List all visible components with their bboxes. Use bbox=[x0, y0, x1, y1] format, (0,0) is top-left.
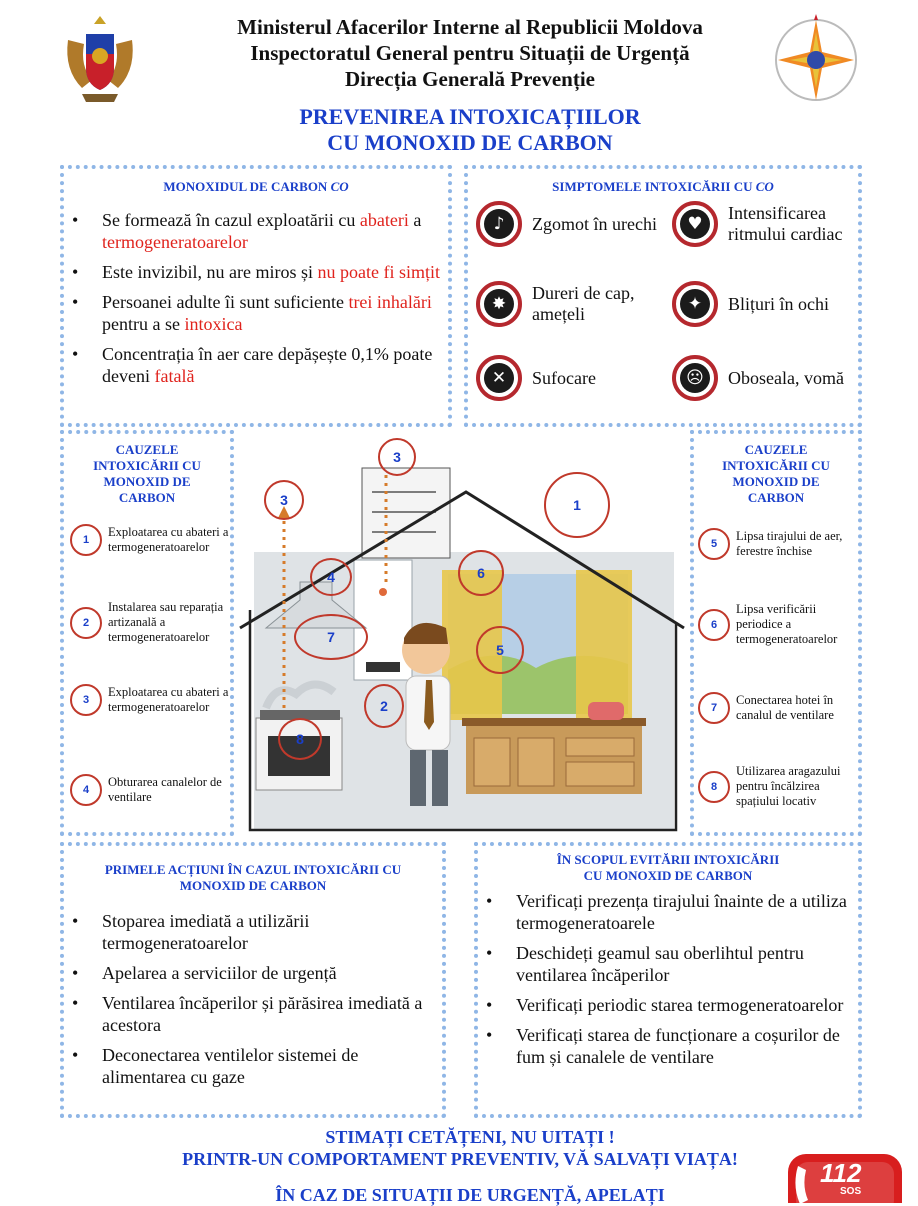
header-line-ministry: Ministerul Afacerilor Interne al Republicii Moldova bbox=[237, 15, 703, 39]
cause-item bbox=[698, 764, 860, 809]
co-info-title bbox=[64, 179, 448, 195]
badge-sos: SOS bbox=[840, 1186, 862, 1197]
prevention-list bbox=[478, 890, 858, 1068]
cause-number: 5 bbox=[698, 528, 730, 560]
scene-marker: 5 bbox=[476, 626, 524, 674]
causes-right-title: CAUZELE INTOXICĂRII CU MONOXID DE CARBON bbox=[722, 442, 830, 505]
cause-item bbox=[70, 684, 230, 716]
header-line-direction: Direcția Generală Prevenție bbox=[345, 67, 595, 91]
cause-text: Exploatarea cu abateri a termogeneratoarelor bbox=[108, 685, 229, 714]
moldova-coat-of-arms-icon bbox=[62, 10, 138, 106]
co-fact: • Este invizibil, nu are miros și nu poate fi simțit bbox=[102, 261, 448, 283]
co-title-em: CO bbox=[330, 179, 349, 194]
emergency-112-badge bbox=[786, 1152, 904, 1203]
cause-number: 2 bbox=[70, 607, 102, 639]
scene-marker: 8 bbox=[278, 718, 322, 760]
symptom-label: Intensificarea ritmului cardiac bbox=[728, 203, 843, 244]
symptom-label: Blițuri în ochi bbox=[728, 293, 829, 314]
symptom-label: Sufocare bbox=[532, 367, 596, 388]
cause-text: Lipsa tirajului de aer, ferestre închise bbox=[736, 529, 843, 558]
co-fact: • Concentrația în aer care depășește 0,1% poate deveni fatală bbox=[102, 343, 448, 387]
symptom-item bbox=[672, 355, 862, 401]
prevention-item: • Verificați periodic starea termogeneratoarelor bbox=[516, 994, 858, 1016]
footer-slogan-2: PRINTR-UN COMPORTAMENT PREVENTIV, VĂ SALVAȚI VIAȚA! bbox=[182, 1149, 738, 1169]
nausea-icon: ☹ bbox=[672, 355, 718, 401]
header-line-inspectorate: Inspectoratul General pentru Situații de Urgență bbox=[250, 41, 690, 65]
page-title bbox=[200, 104, 740, 156]
symptom-item bbox=[476, 201, 666, 247]
symptom-item bbox=[476, 355, 666, 401]
cause-number: 1 bbox=[70, 524, 102, 556]
headache-icon: ✸ bbox=[476, 281, 522, 327]
cause-item bbox=[70, 600, 230, 645]
first-action-item: • Deconectarea ventilelor sistemei de alimentarea cu gaze bbox=[102, 1044, 442, 1088]
title-line-1: PREVENIREA INTOXICAȚIILOR bbox=[299, 104, 641, 129]
symptoms-title-text: SIMPTOMELE INTOXICĂRII CU bbox=[552, 179, 756, 194]
cause-number: 6 bbox=[698, 609, 730, 641]
symptom-label: Dureri de cap, amețeli bbox=[532, 283, 635, 324]
first-action-item: • Stoparea imediată a utilizării termogeneratoarelor bbox=[102, 910, 442, 954]
heart-rate-icon: ♥ bbox=[672, 201, 718, 247]
cause-item bbox=[698, 692, 860, 724]
co-fact: • Se formează în cazul exploatării cu abateri a termogeneratoarelor bbox=[102, 209, 448, 253]
cause-item bbox=[698, 528, 860, 560]
cause-text: Lipsa verificării periodice a termogeneratoarelor bbox=[736, 602, 838, 646]
first-actions-box bbox=[60, 842, 446, 1118]
cause-number: 4 bbox=[70, 774, 102, 806]
scene-marker: 2 bbox=[364, 684, 404, 728]
symptom-item bbox=[672, 281, 862, 327]
cause-item bbox=[698, 602, 860, 647]
badge-number: 112 bbox=[820, 1158, 862, 1188]
first-action-item: • Ventilarea încăperilor și părăsirea imediată a acestora bbox=[102, 992, 442, 1036]
first-action-item: • Apelarea a serviciilor de urgență bbox=[102, 962, 442, 984]
cause-number: 7 bbox=[698, 692, 730, 724]
co-fact: • Persoanei adulte îi sunt suficiente trei inhalări pentru a se intoxica bbox=[102, 291, 448, 335]
title-line-2: CU MONOXID DE CARBON bbox=[327, 130, 613, 155]
cause-text: Exploatarea cu abateri a termogeneratoarelor bbox=[108, 525, 229, 554]
cause-number: 8 bbox=[698, 771, 730, 803]
causes-right-box bbox=[690, 430, 862, 836]
symptom-item bbox=[672, 201, 862, 247]
cause-text: Utilizarea aragazului pentru încălzirea spațiului locativ bbox=[736, 764, 841, 808]
cause-item bbox=[70, 524, 230, 556]
scene-marker: 6 bbox=[458, 550, 504, 596]
prevention-title: ÎN SCOPUL EVITĂRII INTOXICĂRII CU MONOXID DE CARBON bbox=[556, 852, 780, 883]
scene-marker: 3 bbox=[264, 480, 304, 520]
first-actions-list bbox=[64, 910, 442, 1088]
suffocation-icon: ✕ bbox=[476, 355, 522, 401]
prevention-box bbox=[474, 842, 862, 1118]
scene-marker: 4 bbox=[310, 558, 352, 596]
prevention-item: • Verificați starea de funcționare a coșurilor de fum și canalele de ventilare bbox=[516, 1024, 858, 1068]
causes-left-box bbox=[60, 430, 234, 836]
ministry-header bbox=[150, 14, 790, 92]
symptom-label: Zgomot în urechi bbox=[532, 213, 657, 234]
co-title-text: MONOXIDUL DE CARBON bbox=[163, 179, 331, 194]
first-actions-title: PRIMELE ACȚIUNI ÎN CAZUL INTOXICĂRII CU MONOXID DE CARBON bbox=[104, 862, 402, 893]
prevention-item: • Deschideți geamul sau oberlihtul pentru ventilarea încăperilor bbox=[516, 942, 858, 986]
co-info-box bbox=[60, 165, 452, 427]
eye-flash-icon: ✦ bbox=[672, 281, 718, 327]
ear-icon: ♪ bbox=[476, 201, 522, 247]
causes-left-title: CAUZELE INTOXICĂRII CU MONOXID DE CARBON bbox=[93, 442, 201, 505]
footer-call-line: ÎN CAZ DE SITUAȚII DE URGENȚĂ, APELAȚI bbox=[275, 1185, 665, 1205]
scene-marker: 1 bbox=[544, 472, 610, 538]
kitchen-illustration bbox=[236, 432, 688, 836]
prevention-item: • Verificați prezența tirajului înainte de a utiliza termogeneratoarele bbox=[516, 890, 858, 934]
footer-slogan-1: STIMAȚI CETĂȚENI, NU UITAȚI ! bbox=[325, 1127, 615, 1147]
cause-text: Instalarea sau reparația artizanală a termogeneratoarelor bbox=[108, 600, 224, 644]
symptom-label: Oboseala, vomă bbox=[728, 367, 844, 388]
co-facts-list bbox=[64, 209, 448, 387]
symptoms-title-em: CO bbox=[755, 179, 774, 194]
symptoms-title bbox=[468, 179, 858, 195]
cause-text: Conectarea hotei în canalul de ventilare bbox=[736, 693, 834, 722]
symptoms-box bbox=[464, 165, 862, 427]
symptom-item bbox=[476, 281, 666, 327]
cause-item bbox=[70, 774, 230, 806]
scene-marker: 3 bbox=[378, 438, 416, 476]
cause-text: Obturarea canalelor de ventilare bbox=[108, 775, 222, 804]
scene-marker: 7 bbox=[294, 614, 368, 660]
cause-number: 3 bbox=[70, 684, 102, 716]
